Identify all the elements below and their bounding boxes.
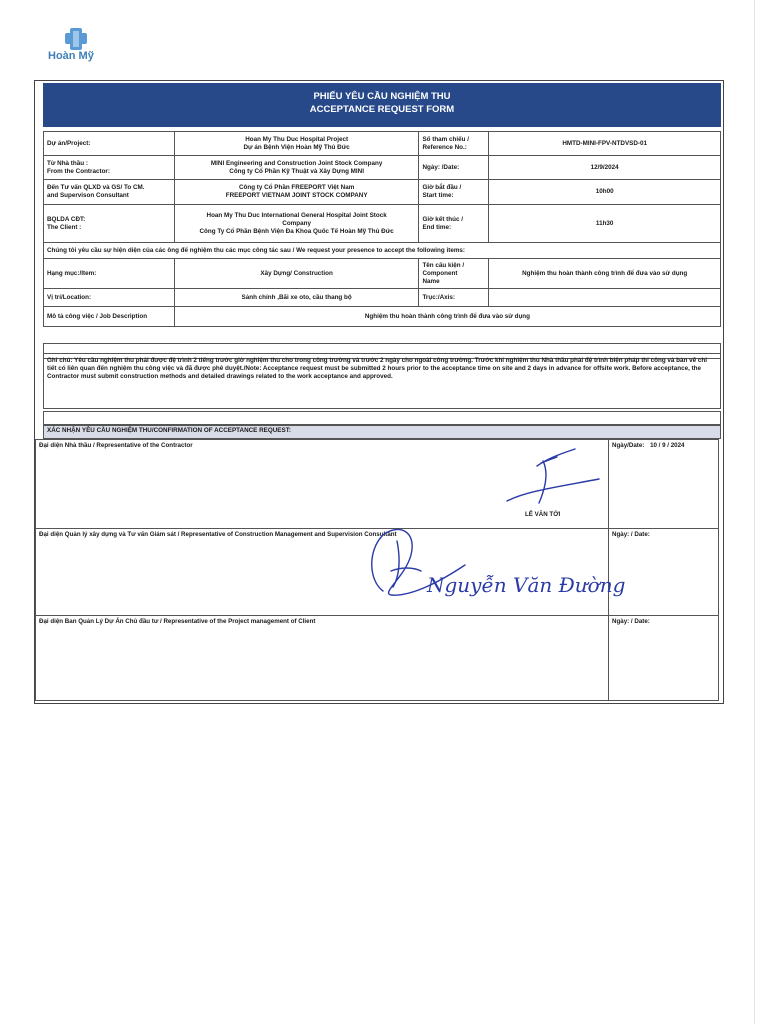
date-value: 12/9/2024 [489, 156, 721, 180]
client-value-line-3: Công Ty Cổ Phần Bệnh Viện Đa Khoa Quốc Tế Hoàn Mỹ Thủ Đức [199, 227, 394, 235]
project-value-en: Hoan My Thu Duc Hospital Project [245, 135, 349, 143]
client-value [174, 205, 419, 243]
info-table [43, 131, 721, 327]
contractor-label-en: From the Contractor: [47, 167, 110, 175]
job-description-value: Nghiệm thu hoàn thành công trình để đưa vào sử dụng [174, 307, 720, 327]
project-value-vi: Dự án Bệnh Viện Hoàn Mỹ Thủ Đức [243, 143, 350, 151]
contractor-signature [497, 441, 607, 521]
client-date-label: Ngày: / Date: [612, 618, 650, 625]
consultant-rep-label: Đại diện Quản lý xây dựng và Tư vấn Giám sát / Representative of Construction Management and Supervision Consultant [39, 531, 397, 538]
reference-value: HMTD-MINI-FPV-NTDVSD-01 [489, 132, 721, 156]
end-time-label-en: End time: [422, 223, 452, 231]
project-label: Dự án/Project: [44, 132, 175, 156]
component-label-vi: Tên cấu kiện / [422, 261, 465, 269]
start-time-label-vi: Giờ bắt đầu / [422, 184, 462, 191]
client-date-box [608, 615, 719, 701]
form-header [43, 83, 721, 127]
job-description-label: Mô tả công việc / Job Description [44, 307, 175, 327]
start-time-label [419, 180, 489, 205]
component-label [419, 259, 489, 289]
client-value-line-2: Company [282, 219, 311, 227]
consultant-value [174, 180, 419, 205]
axis-label: Trục:/Axis: [419, 289, 489, 307]
table-row [44, 243, 721, 259]
component-label-en-2: Name [422, 277, 440, 285]
client-value-line-1: Hoan My Thu Duc International General Hospital Joint Stock [206, 211, 387, 219]
item-label: Hạng mục:/Item: [44, 259, 175, 289]
contractor-date-box [608, 439, 719, 529]
form-title-vi: PHIẾU YÊU CẦU NGHIỆM THU [313, 91, 451, 102]
reference-label-en: Reference No.: [422, 143, 467, 151]
contractor-label-vi: Từ Nhà thầu : [47, 159, 88, 167]
table-row [44, 307, 721, 327]
axis-value [489, 289, 721, 307]
consultant-label-vi: Đến Tư vấn QLXD và GS/ To CM. [47, 184, 145, 191]
component-value: Nghiệm thu hoàn thành công trình để đưa vào sử dụng [489, 259, 721, 289]
contractor-value-vi: Công ty Cổ Phần Kỹ Thuật và Xây Dựng MINI [229, 167, 364, 175]
table-row [44, 205, 721, 243]
client-label-en: The Client : [47, 223, 82, 231]
page-edge [754, 0, 755, 1024]
consultant-date-box [608, 528, 719, 616]
client-rep-label: Đại diện Ban Quản Lý Dự Án Chủ đầu tư / Representative of the Project management of Client [39, 618, 316, 625]
consultant-signer-name: Nguyễn Văn Đường [427, 573, 626, 597]
contractor-date-label: Ngày/Date: [612, 442, 645, 449]
consultant-value-vi: Công ty Cổ Phần FREEPORT Việt Nam [238, 184, 355, 191]
contractor-rep-label: Đại diện Nhà thầu / Representative of the Contractor [39, 442, 193, 449]
end-time-label-vi: Giờ kết thúc / [422, 215, 463, 223]
client-label [44, 205, 175, 243]
contractor-date-value: 10 / 9 / 2024 [650, 442, 685, 449]
request-sentence: Chúng tôi yêu cầu sự hiện diện của các ông để nghiệm thu các mục công tác sau / We request your presence to accept the following items: [44, 243, 721, 259]
logo-text: Hoàn Mỹ [48, 50, 94, 62]
location-value: Sảnh chính ,Bãi xe oto, cầu thang bộ [174, 289, 419, 307]
table-row [44, 180, 721, 205]
reference-label [419, 132, 489, 156]
project-value [174, 132, 419, 156]
contractor-signer-name: LÊ VĂN TỚI [525, 511, 561, 518]
contractor-value [174, 156, 419, 180]
consultant-date-label: Ngày: / Date: [612, 531, 650, 538]
confirmation-title: XÁC NHẬN YÊU CẦU NGHIỆM THU/CONFIRMATION OF ACCEPTANCE REQUEST: [43, 425, 721, 439]
consultant-value-en: FREEPORT VIETNAM JOINT STOCK COMPANY [225, 192, 368, 199]
end-time-label [419, 205, 489, 243]
table-row [44, 156, 721, 180]
date-label: Ngày: /Date: [419, 156, 489, 180]
item-value: Xây Dựng/ Construction [174, 259, 419, 289]
reference-label-vi: Số tham chiếu / [422, 135, 469, 143]
table-row [44, 289, 721, 307]
table-row [44, 132, 721, 156]
form-title-en: ACCEPTANCE REQUEST FORM [309, 104, 455, 115]
end-time-value: 11h30 [489, 205, 721, 243]
note-text: Ghi chú: Yêu cầu nghiệm thu phải được đệ trình 2 tiếng trước giờ nghiệm thu cho trong công trường và trước 2 ngày cho ngoài công trường. Trước khi nghiệm thu Nhà thầu phải đệ trình biện pháp thi công và bản vẽ chi tiết có liên quan đến nghiệm thu công việc và đã được phê duyệt./Note: Acceptance request must be submitted 2 hours prior to the acceptance time on site and 2 days in advance for offsite work. Before acceptance, the Contractor must submit construction methods and detailed drawings related to the work acceptance and approved. [43, 353, 721, 409]
location-label: Vị trí/Location: [44, 289, 175, 307]
consultant-rep-box [35, 528, 609, 616]
acceptance-request-form [34, 80, 724, 704]
start-time-value: 10h00 [489, 180, 721, 205]
component-label-en-1: Component [422, 269, 458, 277]
client-label-vi: BQLDA CĐT: [47, 215, 86, 223]
client-rep-box [35, 615, 609, 701]
blank-row-2 [43, 411, 721, 425]
consultant-label-en: and Supervison Consultant [47, 192, 129, 199]
consultant-label [44, 180, 175, 205]
table-row [44, 259, 721, 289]
contractor-value-en: MINI Engineering and Construction Joint Stock Company [210, 159, 383, 167]
start-time-label-en: Start time: [422, 192, 454, 199]
contractor-label [44, 156, 175, 180]
